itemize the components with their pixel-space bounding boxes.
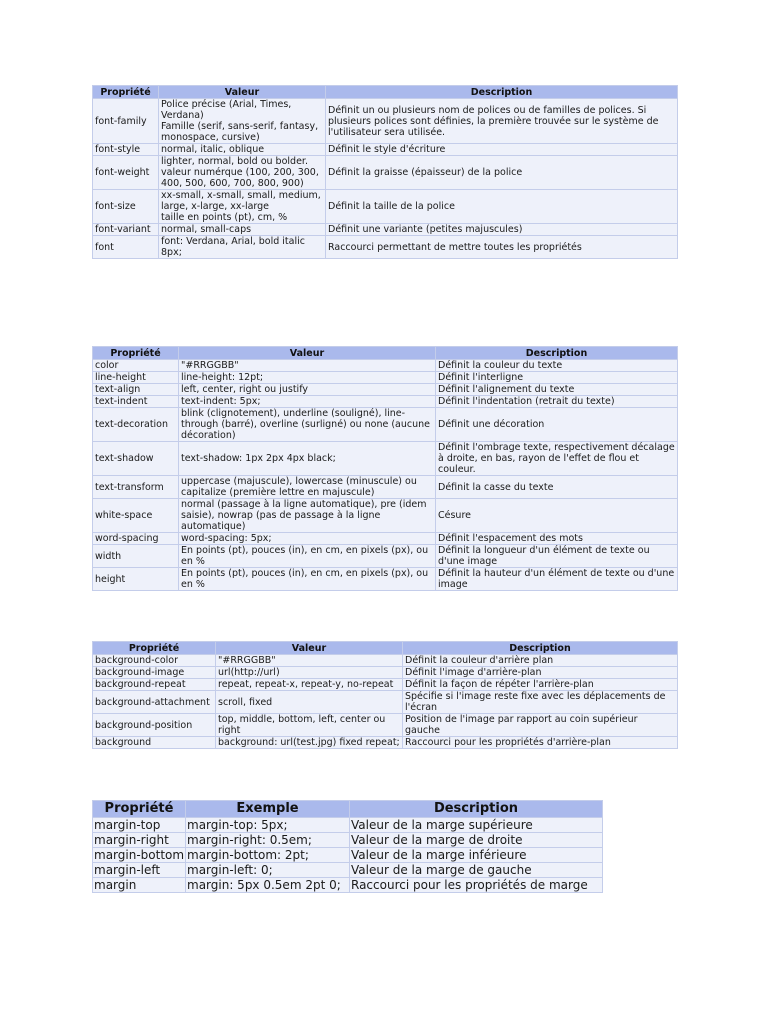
cell-value: uppercase (majuscule), lowercase (minuscule) ou capitalize (première lettre en majuscule) <box>179 476 436 499</box>
background-properties-table <box>92 641 678 749</box>
cell-property: color <box>93 360 179 372</box>
cell-description: Raccourci pour les propriétés d'arrière-plan <box>403 737 678 749</box>
cell-description: Position de l'image par rapport au coin supérieur gauche <box>403 714 678 737</box>
header-value: Valeur <box>216 642 403 655</box>
cell-description: Définit la hauteur d'un élément de texte ou d'une image <box>436 568 678 591</box>
cell-description: Définit le style d'écriture <box>326 144 678 156</box>
cell-value: "#RRGGBB" <box>179 360 436 372</box>
table-row <box>93 499 678 533</box>
cell-description: Définit la couleur d'arrière plan <box>403 655 678 667</box>
header-value: Valeur <box>179 347 436 360</box>
cell-property: word-spacing <box>93 533 179 545</box>
cell-value: margin-left: 0; <box>186 863 350 878</box>
cell-description: Raccourci pour les propriétés de marge <box>350 878 603 893</box>
cell-value: top, middle, bottom, left, center ou right <box>216 714 403 737</box>
cell-property: margin-top <box>93 818 186 833</box>
cell-description: Césure <box>436 499 678 533</box>
cell-property: background-attachment <box>93 691 216 714</box>
table-row <box>93 408 678 442</box>
cell-property: height <box>93 568 179 591</box>
cell-value: url(http://url) <box>216 667 403 679</box>
table-row <box>93 384 678 396</box>
cell-description: Valeur de la marge de gauche <box>350 863 603 878</box>
cell-description: Définit la façon de répéter l'arrière-plan <box>403 679 678 691</box>
table-row <box>93 144 678 156</box>
cell-property: background-position <box>93 714 216 737</box>
cell-value: normal, small-caps <box>159 224 326 236</box>
cell-property: margin <box>93 878 186 893</box>
table-row <box>93 545 678 568</box>
table-row <box>93 533 678 545</box>
margin-properties-table <box>92 800 603 893</box>
cell-value: margin-right: 0.5em; <box>186 833 350 848</box>
table-header-row <box>93 801 603 818</box>
table-row <box>93 360 678 372</box>
table-header-row <box>93 642 678 655</box>
cell-description: Valeur de la marge de droite <box>350 833 603 848</box>
cell-property: text-transform <box>93 476 179 499</box>
header-description: Description <box>403 642 678 655</box>
header-property: Propriété <box>93 642 216 655</box>
table-row <box>93 655 678 667</box>
table-row <box>93 863 603 878</box>
cell-description: Définit la casse du texte <box>436 476 678 499</box>
table-row <box>93 99 678 144</box>
cell-description: Définit la longueur d'un élément de texte ou d'une image <box>436 545 678 568</box>
cell-property: font <box>93 236 159 259</box>
cell-property: margin-right <box>93 833 186 848</box>
cell-property: background-image <box>93 667 216 679</box>
cell-value: blink (clignotement), underline (souligné), line-through (barré), overline (surligné) ou none (aucune décoration) <box>179 408 436 442</box>
table-header-row <box>93 347 678 360</box>
cell-property: font-size <box>93 190 159 224</box>
cell-value: text-shadow: 1px 2px 4px black; <box>179 442 436 476</box>
table-row <box>93 236 678 259</box>
header-property: Propriété <box>93 86 159 99</box>
cell-property: text-shadow <box>93 442 179 476</box>
cell-description: Définit une variante (petites majuscules) <box>326 224 678 236</box>
table-header-row <box>93 86 678 99</box>
cell-property: text-align <box>93 384 179 396</box>
table-row <box>93 568 678 591</box>
cell-value: left, center, right ou justify <box>179 384 436 396</box>
cell-property: background-repeat <box>93 679 216 691</box>
cell-value: scroll, fixed <box>216 691 403 714</box>
cell-description: Définit l'ombrage texte, respectivement décalage à droite, en bas, rayon de l'effet de flou et couleur. <box>436 442 678 476</box>
header-description: Description <box>326 86 678 99</box>
cell-description: Définit la taille de la police <box>326 190 678 224</box>
cell-value: margin: 5px 0.5em 2pt 0; <box>186 878 350 893</box>
cell-description: Définit l'image d'arrière-plan <box>403 667 678 679</box>
cell-property: white-space <box>93 499 179 533</box>
table-row <box>93 396 678 408</box>
header-example: Exemple <box>186 801 350 818</box>
cell-description: Définit l'espacement des mots <box>436 533 678 545</box>
cell-description: Définit l'alignement du texte <box>436 384 678 396</box>
cell-value: line-height: 12pt; <box>179 372 436 384</box>
table-row <box>93 156 678 190</box>
table-row <box>93 833 603 848</box>
cell-description: Définit l'interligne <box>436 372 678 384</box>
cell-property: font-style <box>93 144 159 156</box>
cell-property: text-decoration <box>93 408 179 442</box>
table-row <box>93 224 678 236</box>
cell-description: Raccourci permettant de mettre toutes les propriétés <box>326 236 678 259</box>
cell-value: xx-small, x-small, small, medium, large, x-large, xx-large taille en points (pt), cm, % <box>159 190 326 224</box>
table-row <box>93 714 678 737</box>
cell-description: Valeur de la marge supérieure <box>350 818 603 833</box>
cell-value: font: Verdana, Arial, bold italic 8px; <box>159 236 326 259</box>
cell-property: margin-bottom <box>94 848 185 862</box>
cell-property: font-variant <box>93 224 159 236</box>
cell-value: En points (pt), pouces (in), en cm, en pixels (px), ou en % <box>179 545 436 568</box>
table-row <box>93 190 678 224</box>
cell-description: Définit la graisse (épaisseur) de la police <box>326 156 678 190</box>
table-row <box>93 667 678 679</box>
table-row <box>93 476 678 499</box>
table-row <box>93 848 603 863</box>
cell-property: background-color <box>93 655 216 667</box>
text-properties-table <box>92 346 678 591</box>
cell-value: "#RRGGBB" <box>216 655 403 667</box>
table-row <box>93 878 603 893</box>
cell-property: font-weight <box>93 156 159 190</box>
cell-value: background: url(test.jpg) fixed repeat; <box>216 737 403 749</box>
cell-description: Définit la couleur du texte <box>436 360 678 372</box>
cell-description: Spécifie si l'image reste fixe avec les déplacements de l'écran <box>403 691 678 714</box>
header-property: Propriété <box>93 347 179 360</box>
cell-property: line-height <box>93 372 179 384</box>
cell-description: Définit une décoration <box>436 408 678 442</box>
cell-property: width <box>93 545 179 568</box>
cell-value: normal, italic, oblique <box>159 144 326 156</box>
cell-value: word-spacing: 5px; <box>179 533 436 545</box>
cell-value: normal (passage à la ligne automatique), pre (idem saisie), nowrap (pas de passage à la ligne automatique) <box>179 499 436 533</box>
cell-value: repeat, repeat-x, repeat-y, no-repeat <box>216 679 403 691</box>
cell-description: Définit l'indentation (retrait du texte) <box>436 396 678 408</box>
font-properties-table <box>92 85 678 259</box>
cell-value: En points (pt), pouces (in), en cm, en pixels (px), ou en % <box>179 568 436 591</box>
cell-property: background <box>93 737 216 749</box>
cell-property: text-indent <box>93 396 179 408</box>
table-row <box>93 818 603 833</box>
cell-value: lighter, normal, bold ou bolder. valeur numérque (100, 200, 300, 400, 500, 600, 700, 800, 900) <box>159 156 326 190</box>
header-description: Description <box>350 801 603 818</box>
cell-property: font-family <box>93 99 159 144</box>
table-row <box>93 679 678 691</box>
cell-value: margin-top: 5px; <box>186 818 350 833</box>
table-row <box>93 372 678 384</box>
header-property: Propriété <box>93 801 186 818</box>
cell-description: Valeur de la marge inférieure <box>350 848 603 863</box>
table-row <box>93 442 678 476</box>
cell-value: Police précise (Arial, Times, Verdana) Famille (serif, sans-serif, fantasy, monospace, cursive) <box>159 99 326 144</box>
cell-value: text-indent: 5px; <box>179 396 436 408</box>
table-row <box>93 737 678 749</box>
cell-property: margin-left <box>93 863 186 878</box>
header-value: Valeur <box>159 86 326 99</box>
table-row <box>93 691 678 714</box>
cell-description: Définit un ou plusieurs nom de polices ou de familles de polices. Si plusieurs polices sont définies, la première trouvée sur le système de l'utilisateur sera utilisée. <box>326 99 678 144</box>
header-description: Description <box>436 347 678 360</box>
cell-value: margin-bottom: 2pt; <box>186 848 350 863</box>
